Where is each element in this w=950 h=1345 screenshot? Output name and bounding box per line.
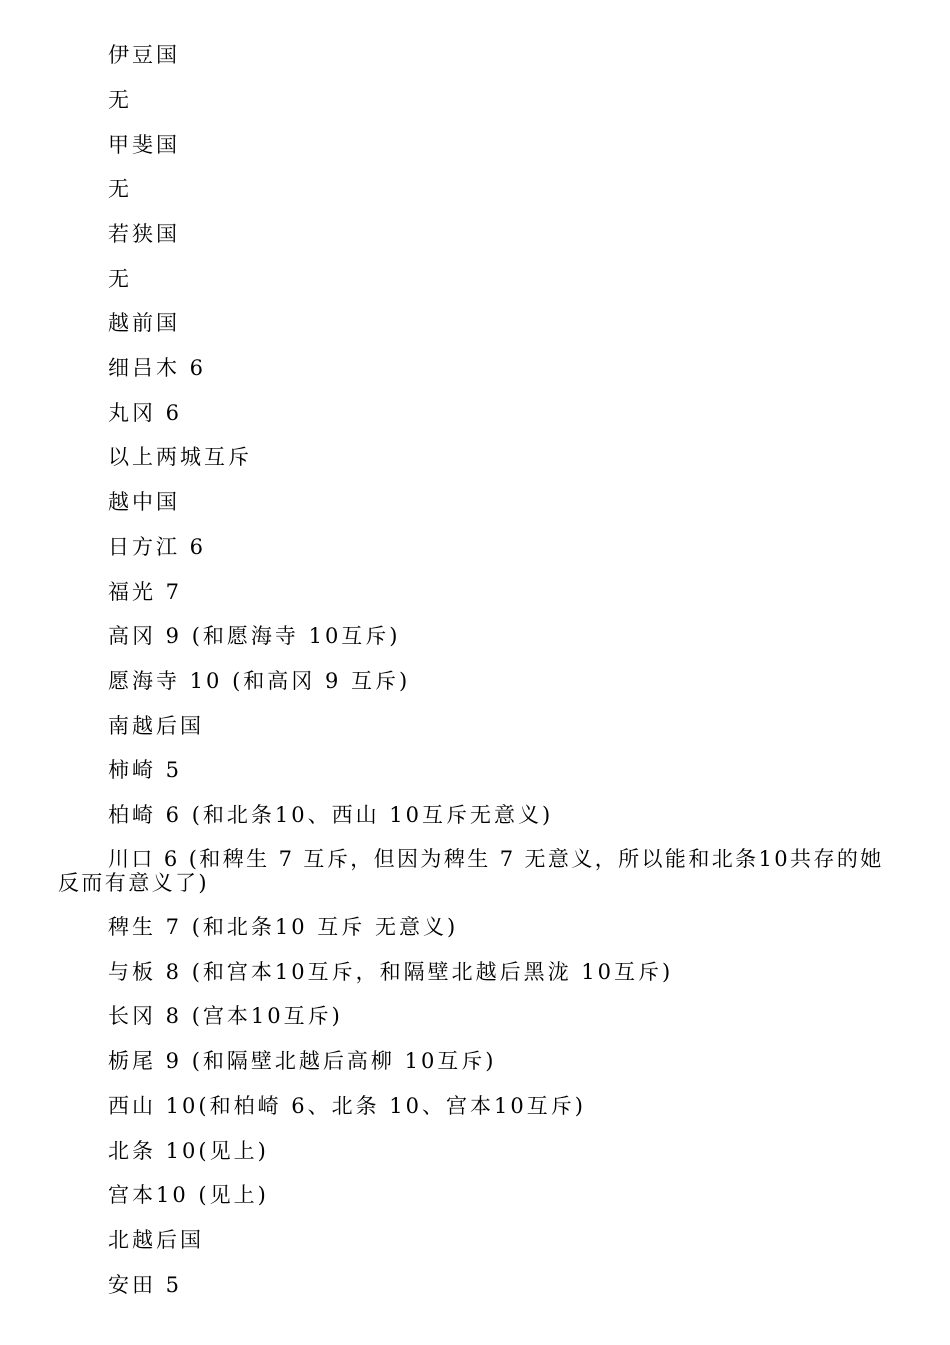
text-line-18: 柏崎 6 (和北条10、西山 10互斥无意义) [108,803,554,827]
text-line-01: 伊豆国 [108,43,180,67]
text-line-17: 柿崎 5 [108,758,183,782]
text-line-22: 长冈 8 (宫本10互斥) [108,1004,343,1028]
text-line-23: 栃尾 9 (和隔壁北越后高柳 10互斥) [108,1049,497,1073]
text-line-02: 无 [108,88,132,112]
text-line-11: 越中国 [108,490,180,514]
text-line-24: 西山 10(和柏崎 6、北条 10、宫本10互斥) [108,1094,586,1118]
text-line-20: 稗生 7 (和北条10 互斥 无意义) [108,915,459,939]
text-line-16: 南越后国 [108,714,204,738]
text-line-12: 日方江 6 [108,535,207,559]
text-line-21: 与板 8 (和宫本10互斥，和隔壁北越后黑泷 10互斥) [108,960,674,984]
text-line-13: 福光 7 [108,580,183,604]
text-line-25: 北条 10(见上) [108,1139,269,1163]
text-line-03: 甲斐国 [108,133,180,157]
text-line-04: 无 [108,177,132,201]
text-line-28: 安田 5 [108,1273,183,1297]
text-line-08: 细吕木 6 [108,356,207,380]
text-line-06: 无 [108,267,132,291]
text-line-05: 若狭国 [108,222,180,246]
text-line-19: 川口 6 (和稗生 7 互斥，但因为稗生 7 无意义，所以能和北条10共存的她反而有意义了) [58,847,884,895]
text-line-27: 北越后国 [108,1228,204,1252]
text-line-07: 越前国 [108,311,180,335]
text-line-14: 高冈 9 (和愿海寺 10互斥) [108,624,401,648]
text-line-09: 丸冈 6 [108,401,183,425]
text-line-26: 宫本10 (见上) [108,1183,269,1207]
text-line-15: 愿海寺 10 (和高冈 9 互斥) [108,669,411,693]
text-line-10: 以上两城互斥 [108,445,252,469]
